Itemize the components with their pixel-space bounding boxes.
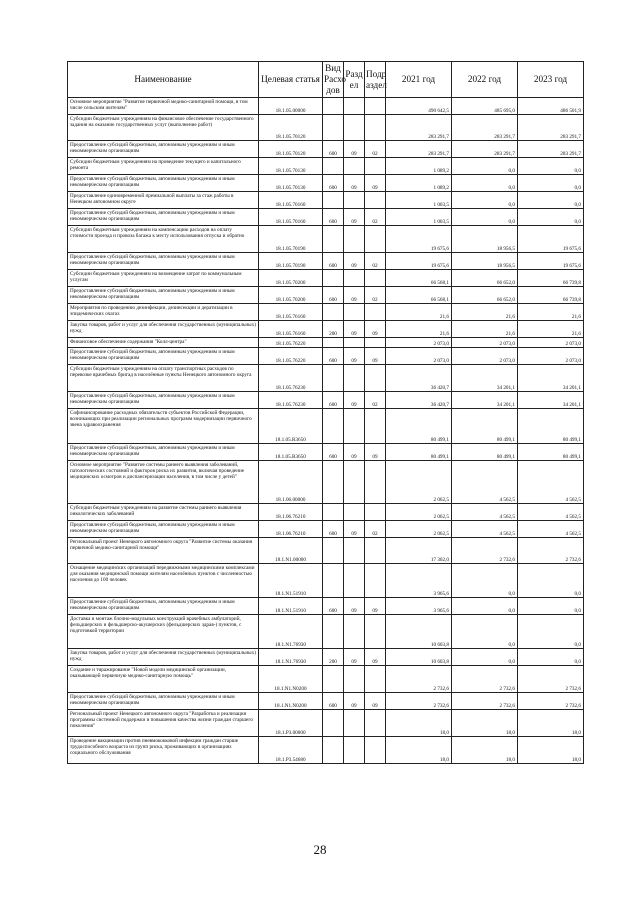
cell-name: Предоставление субсидий бюджетным, автономным учреждениям и иным некоммерческим организациям [68, 253, 259, 270]
table-row [68, 287, 584, 304]
cell-2021: 3 965,6 [386, 598, 452, 615]
cell-2022: 18 956,5 [452, 253, 518, 270]
cell-kind [323, 461, 344, 504]
cell-name: Предоставление субсидий бюджетным, автономным учреждениям и иным некоммерческим организациям [68, 444, 259, 461]
cell-2022: 21,6 [452, 304, 518, 321]
cell-section [344, 461, 365, 504]
table-row [68, 321, 584, 338]
cell-section [344, 710, 365, 737]
cell-kind [323, 409, 344, 444]
cell-2022: 2 073,0 [452, 348, 518, 365]
table-row [68, 444, 584, 461]
cell-name: Предоставление субсидий бюджетным, автономным учреждениям и иным некоммерческим организациям [68, 287, 259, 304]
cell-section [344, 304, 365, 321]
cell-2023: 0,0 [518, 564, 584, 598]
cell-code: 18.1.P3.00000 [259, 710, 323, 737]
table-row [68, 737, 584, 764]
cell-2022: 18 956,5 [452, 226, 518, 253]
budget-table [67, 61, 584, 764]
cell-kind: 200 [323, 649, 344, 666]
cell-2022: 66 652,0 [452, 287, 518, 304]
cell-code: 18.1.05.70190 [259, 226, 323, 253]
cell-2023: 0,0 [518, 192, 584, 209]
cell-2021: 2 062,5 [386, 521, 452, 538]
cell-section [344, 98, 365, 115]
cell-code: 18.1.05.00000 [259, 98, 323, 115]
cell-2021: 3 965,6 [386, 564, 452, 598]
header-name: Наименование [68, 62, 259, 98]
cell-section [344, 115, 365, 141]
cell-2022: 0,0 [452, 598, 518, 615]
cell-2023: 80 499,1 [518, 409, 584, 444]
cell-2023: 2 732,6 [518, 666, 584, 693]
cell-2022: 0,0 [452, 175, 518, 192]
cell-2023: 283 291,7 [518, 141, 584, 158]
table-row [68, 538, 584, 564]
cell-kind: 600 [323, 392, 344, 409]
cell-kind [323, 666, 344, 693]
cell-name: Закупка товаров, работ и услуг для обеспечения государственных (муниципальных) нужд [68, 321, 259, 338]
cell-2023: 0,0 [518, 649, 584, 666]
cell-section: 09 [344, 649, 365, 666]
cell-2023: 66 739,8 [518, 287, 584, 304]
table-row [68, 461, 584, 504]
cell-kind: 600 [323, 141, 344, 158]
cell-code: 18.1.05.76230 [259, 392, 323, 409]
table-row [68, 98, 584, 115]
cell-code: 18.1.05.70160 [259, 192, 323, 209]
cell-kind [323, 365, 344, 392]
cell-code: 18.1.N1.51910 [259, 564, 323, 598]
cell-code: 18.1.05.70160 [259, 209, 323, 226]
cell-name: Субсидии бюджетным учреждениям на проведение текущего и капитального ремонта [68, 158, 259, 175]
table-row [68, 649, 584, 666]
cell-subsection [365, 615, 386, 649]
cell-code: 18.1.P3.54680 [259, 737, 323, 764]
cell-subsection [365, 461, 386, 504]
cell-subsection [365, 115, 386, 141]
cell-kind [323, 338, 344, 348]
table-row [68, 615, 584, 649]
cell-name: Региональный проект Ненецкого автономного округа "Развитие системы оказания первичной медико-санитарной помощи" [68, 538, 259, 564]
cell-2022: 80 499,1 [452, 444, 518, 461]
cell-2021: 17 302,0 [386, 538, 452, 564]
cell-name: Предоставление субсидий бюджетным, автономным учреждениям и иным некоммерческим организациям [68, 521, 259, 538]
table-row [68, 521, 584, 538]
cell-name: Предоставление субсидий бюджетным, автономным учреждениям и иным некоммерческим организациям [68, 693, 259, 710]
cell-name: Предоставление субсидий бюджетным, автономным учреждениям и иным некоммерческим организациям [68, 598, 259, 615]
cell-section: 09 [344, 175, 365, 192]
cell-code: 18.1.05.R3650 [259, 444, 323, 461]
cell-2023: 34 201,1 [518, 365, 584, 392]
cell-2023: 18,0 [518, 737, 584, 764]
cell-code: 18.1.05.70200 [259, 270, 323, 287]
cell-name: Проведение вакцинации против пневмококковой инфекции граждан старше трудоспособного возраста из групп риска, проживающих в организациях социального обслуживания [68, 737, 259, 764]
cell-kind [323, 98, 344, 115]
cell-code: 18.1.N1.N0200 [259, 693, 323, 710]
cell-2021: 490 642,5 [386, 98, 452, 115]
table-row [68, 270, 584, 287]
cell-2022: 2 732,6 [452, 666, 518, 693]
table-row [68, 209, 584, 226]
cell-2022: 0,0 [452, 158, 518, 175]
cell-2021: 2 062,5 [386, 504, 452, 521]
cell-2023: 21,6 [518, 321, 584, 338]
cell-subsection [365, 192, 386, 209]
header-2021: 2021 год [386, 62, 452, 98]
cell-subsection [365, 666, 386, 693]
cell-section [344, 737, 365, 764]
cell-kind: 600 [323, 253, 344, 270]
cell-2023: 19 675,6 [518, 253, 584, 270]
cell-2021: 80 499,1 [386, 409, 452, 444]
cell-2023: 21,6 [518, 304, 584, 321]
cell-code: 18.1.05.70130 [259, 158, 323, 175]
table-row [68, 348, 584, 365]
cell-section: 09 [344, 321, 365, 338]
cell-name: Мероприятия по проведению дезинфекции, дезинсекции и дератизации в эпидемических очагах [68, 304, 259, 321]
cell-2021: 10 603,8 [386, 649, 452, 666]
cell-subsection [365, 564, 386, 598]
cell-2022: 4 562,5 [452, 461, 518, 504]
cell-2021: 66 568,1 [386, 287, 452, 304]
cell-2021: 2 073,0 [386, 348, 452, 365]
cell-subsection [365, 226, 386, 253]
cell-section: 09 [344, 287, 365, 304]
header-kind: Вид Расхо дов [323, 62, 344, 98]
cell-section [344, 564, 365, 598]
cell-code: 18.1.05.76220 [259, 348, 323, 365]
cell-2021: 80 499,1 [386, 444, 452, 461]
table-row [68, 226, 584, 253]
cell-2021: 1 089,2 [386, 175, 452, 192]
cell-subsection: 02 [365, 521, 386, 538]
cell-subsection: 02 [365, 392, 386, 409]
page-number: 28 [313, 842, 327, 857]
cell-2022: 66 652,0 [452, 270, 518, 287]
table-row [68, 141, 584, 158]
table-row [68, 158, 584, 175]
cell-2021: 36 420,7 [386, 365, 452, 392]
cell-name: Предоставление субсидий бюджетным, автономным учреждениям и иным некоммерческим организациям [68, 209, 259, 226]
table-header-row [68, 62, 584, 98]
cell-2022: 2 732,6 [452, 538, 518, 564]
cell-section [344, 365, 365, 392]
cell-subsection [365, 538, 386, 564]
cell-2021: 10 603,8 [386, 615, 452, 649]
cell-section [344, 338, 365, 348]
cell-section: 09 [344, 693, 365, 710]
cell-code: 18.1.05.76160 [259, 304, 323, 321]
cell-2023: 4 562,5 [518, 461, 584, 504]
table-row [68, 392, 584, 409]
budget-table-page [67, 61, 583, 764]
cell-2021: 2 732,6 [386, 666, 452, 693]
cell-2023: 66 739,8 [518, 270, 584, 287]
cell-2021: 1 089,2 [386, 158, 452, 175]
cell-kind [323, 504, 344, 521]
table-row [68, 598, 584, 615]
cell-2021: 19 675,6 [386, 226, 452, 253]
table-body [68, 98, 584, 764]
header-2023: 2023 год [518, 62, 584, 98]
cell-kind [323, 192, 344, 209]
cell-2021: 18,0 [386, 710, 452, 737]
cell-subsection [365, 504, 386, 521]
cell-kind: 200 [323, 321, 344, 338]
cell-2022: 0,0 [452, 564, 518, 598]
cell-name: Предоставление субсидий бюджетным, автономным учреждениям и иным некоммерческим организациям [68, 141, 259, 158]
cell-2021: 66 568,1 [386, 270, 452, 287]
cell-code: 18.1.05.70120 [259, 141, 323, 158]
cell-2022: 2 732,6 [452, 693, 518, 710]
cell-code: 18.1.05.76160 [259, 321, 323, 338]
cell-subsection: 09 [365, 444, 386, 461]
cell-2021: 283 291,7 [386, 141, 452, 158]
cell-section [344, 270, 365, 287]
cell-2022: 34 201,1 [452, 392, 518, 409]
cell-kind [323, 564, 344, 598]
cell-name: Софинансирование расходных обязательств субъектов Российской Федерации, возникающих при реализации региональных программ модернизации первичного звена здравоохранения [68, 409, 259, 444]
cell-name: Финансовое обеспечение содержания "Колл-центра" [68, 338, 259, 348]
cell-2021: 2 062,5 [386, 461, 452, 504]
cell-2021: 19 675,6 [386, 253, 452, 270]
cell-name: Субсидии бюджетным учреждениям на финансовое обеспечение государственного задания на оказание государственных услуг (выполнение работ) [68, 115, 259, 141]
cell-section [344, 158, 365, 175]
cell-kind: 600 [323, 209, 344, 226]
cell-2023: 0,0 [518, 615, 584, 649]
cell-kind [323, 710, 344, 737]
cell-2021: 21,6 [386, 304, 452, 321]
cell-section: 09 [344, 598, 365, 615]
cell-name: Предоставление субсидий бюджетным, автономным учреждениям и иным некоммерческим организациям [68, 348, 259, 365]
cell-subsection [365, 737, 386, 764]
cell-subsection [365, 338, 386, 348]
cell-subsection: 09 [365, 321, 386, 338]
cell-name: Предоставление субсидий бюджетным, автономным учреждениям и иным некоммерческим организациям [68, 392, 259, 409]
cell-subsection [365, 98, 386, 115]
cell-kind [323, 158, 344, 175]
cell-subsection [365, 409, 386, 444]
cell-name: Основное мероприятие "Развитие первичной медико-санитарной помощи, в том числе сельским жителям" [68, 98, 259, 115]
header-section: Разд ел [344, 62, 365, 98]
header-code: Целевая статья [259, 62, 323, 98]
cell-section [344, 538, 365, 564]
cell-section: 09 [344, 253, 365, 270]
cell-code: 18.1.05.76230 [259, 365, 323, 392]
cell-2023: 283 291,7 [518, 115, 584, 141]
cell-2023: 2 073,0 [518, 338, 584, 348]
cell-section [344, 192, 365, 209]
cell-2022: 485 695,0 [452, 98, 518, 115]
cell-subsection: 09 [365, 598, 386, 615]
cell-2022: 283 291,7 [452, 141, 518, 158]
cell-section: 09 [344, 521, 365, 538]
cell-2023: 34 201,1 [518, 392, 584, 409]
cell-2021: 21,6 [386, 321, 452, 338]
header-subsection: Подр аздел [365, 62, 386, 98]
cell-code: 18.1.N1.76930 [259, 649, 323, 666]
cell-2023: 18,0 [518, 710, 584, 737]
cell-kind [323, 737, 344, 764]
cell-2022: 283 291,7 [452, 115, 518, 141]
cell-2022: 0,0 [452, 649, 518, 666]
cell-name: Предоставление субсидий бюджетным, автономным учреждениям и иным некоммерческим организациям [68, 175, 259, 192]
cell-2023: 0,0 [518, 158, 584, 175]
table-row [68, 175, 584, 192]
cell-subsection: 02 [365, 253, 386, 270]
cell-section: 09 [344, 141, 365, 158]
cell-subsection: 09 [365, 348, 386, 365]
cell-2022: 18,0 [452, 710, 518, 737]
cell-code: 18.1.05.70200 [259, 287, 323, 304]
cell-code: 18.1.06.00000 [259, 461, 323, 504]
cell-name: Предоставление единовременной премиальной выплаты за стаж работы в Ненецком автономном округе [68, 192, 259, 209]
cell-kind [323, 115, 344, 141]
header-2022: 2022 год [452, 62, 518, 98]
table-row [68, 304, 584, 321]
cell-2021: 2 732,6 [386, 693, 452, 710]
cell-name: Создание и тиражирование "Новой модели медицинской организации, оказывающей первичную медико-санитарную помощь" [68, 666, 259, 693]
cell-2023: 2 732,6 [518, 538, 584, 564]
cell-section [344, 666, 365, 693]
cell-section [344, 409, 365, 444]
cell-subsection: 02 [365, 287, 386, 304]
cell-subsection [365, 158, 386, 175]
cell-subsection: 02 [365, 141, 386, 158]
table-row [68, 409, 584, 444]
cell-2021: 36 420,7 [386, 392, 452, 409]
table-row [68, 365, 584, 392]
cell-kind [323, 615, 344, 649]
cell-2023: 0,0 [518, 598, 584, 615]
cell-name: Закупка товаров, работ и услуг для обеспечения государственных (муниципальных) нужд [68, 649, 259, 666]
table-row [68, 192, 584, 209]
cell-2022: 18,0 [452, 737, 518, 764]
cell-2021: 2 073,0 [386, 338, 452, 348]
cell-2021: 1 003,5 [386, 209, 452, 226]
cell-subsection: 09 [365, 649, 386, 666]
cell-code: 18.1.05.76220 [259, 338, 323, 348]
cell-name: Оснащение медицинских организаций передвижными медицинскими комплексами для оказания медицинской помощи жителям населённых пунктов с численностью населения до 100 человек [68, 564, 259, 598]
cell-subsection [365, 270, 386, 287]
cell-2023: 486 501,9 [518, 98, 584, 115]
cell-kind [323, 304, 344, 321]
cell-kind [323, 538, 344, 564]
cell-subsection: 09 [365, 175, 386, 192]
cell-2023: 19 675,6 [518, 226, 584, 253]
cell-2023: 4 562,5 [518, 521, 584, 538]
table-row [68, 710, 584, 737]
cell-section: 09 [344, 444, 365, 461]
cell-2021: 1 003,5 [386, 192, 452, 209]
table-row [68, 693, 584, 710]
cell-name: Основное мероприятие "Развитие системы раннего выявления заболеваний, патологических состояний и факторов риска их развития, включая проведение медицинских осмотров и диспансеризации населения, в том числе у детей" [68, 461, 259, 504]
cell-subsection [365, 365, 386, 392]
cell-2021: 18,0 [386, 737, 452, 764]
cell-2021: 283 291,7 [386, 115, 452, 141]
cell-kind: 600 [323, 348, 344, 365]
table-row [68, 564, 584, 598]
cell-2022: 34 201,1 [452, 365, 518, 392]
cell-kind: 600 [323, 598, 344, 615]
cell-code: 18.1.06.76210 [259, 521, 323, 538]
cell-2022: 0,0 [452, 209, 518, 226]
cell-2022: 0,0 [452, 615, 518, 649]
cell-section [344, 615, 365, 649]
cell-section: 09 [344, 209, 365, 226]
cell-2023: 80 499,1 [518, 444, 584, 461]
cell-2023: 4 562,5 [518, 504, 584, 521]
cell-kind: 600 [323, 287, 344, 304]
cell-subsection: 02 [365, 209, 386, 226]
cell-name: Региональный проект Ненецкого автономного округа "Разработка и реализация программы системной поддержки и повышения качества жизни граждан старшего поколения" [68, 710, 259, 737]
cell-subsection [365, 304, 386, 321]
cell-section: 09 [344, 392, 365, 409]
cell-code: 18.1.N1.51910 [259, 598, 323, 615]
cell-2022: 2 073,0 [452, 338, 518, 348]
cell-code: 18.1.N1.N0200 [259, 666, 323, 693]
table-row [68, 504, 584, 521]
cell-section: 09 [344, 348, 365, 365]
cell-subsection [365, 710, 386, 737]
cell-2022: 4 562,5 [452, 521, 518, 538]
cell-code: 18.1.05.70130 [259, 175, 323, 192]
table-row [68, 666, 584, 693]
cell-code: 18.1.N1.00000 [259, 538, 323, 564]
cell-2023: 2 073,0 [518, 348, 584, 365]
cell-kind: 600 [323, 521, 344, 538]
cell-kind: 600 [323, 175, 344, 192]
cell-code: 18.1.05.70190 [259, 253, 323, 270]
cell-kind [323, 226, 344, 253]
cell-code: 18.1.06.76210 [259, 504, 323, 521]
cell-2023: 0,0 [518, 209, 584, 226]
cell-section [344, 504, 365, 521]
cell-2022: 0,0 [452, 192, 518, 209]
cell-name: Субсидии бюджетным учреждениям на оплату транспортных расходов по перевозке врачебных бригад в населённые пункты Ненецкого автономного округа [68, 365, 259, 392]
cell-2022: 80 499,1 [452, 409, 518, 444]
cell-code: 18.1.N1.76930 [259, 615, 323, 649]
cell-subsection: 09 [365, 693, 386, 710]
cell-2022: 4 562,5 [452, 504, 518, 521]
cell-code: 18.1.05.70120 [259, 115, 323, 141]
table-row [68, 253, 584, 270]
table-row [68, 115, 584, 141]
cell-2023: 2 732,6 [518, 693, 584, 710]
cell-kind [323, 270, 344, 287]
cell-kind: 600 [323, 693, 344, 710]
cell-name: Субсидии бюджетным учреждениям на компенсацию расходов на оплату стоимости проезда и провоза багажа к месту использования отпуска и обратно [68, 226, 259, 253]
cell-2022: 21,6 [452, 321, 518, 338]
cell-name: Субсидии бюджетным учреждениям на возмещение затрат по коммунальным услугам [68, 270, 259, 287]
cell-section [344, 226, 365, 253]
table-row [68, 338, 584, 348]
cell-kind: 600 [323, 444, 344, 461]
cell-code: 18.1.05.R3650 [259, 409, 323, 444]
cell-2023: 0,0 [518, 175, 584, 192]
cell-name: Субсидии бюджетным учреждениям на развитие системы раннего выявления онкологических заболеваний [68, 504, 259, 521]
cell-name: Доставка и монтаж блочно-модульных конструкций врачебных амбулаторий, фельдшерских и фельдшерско-акушерских (фельдшерских здрав-) пунктов, с подготовкой территории [68, 615, 259, 649]
